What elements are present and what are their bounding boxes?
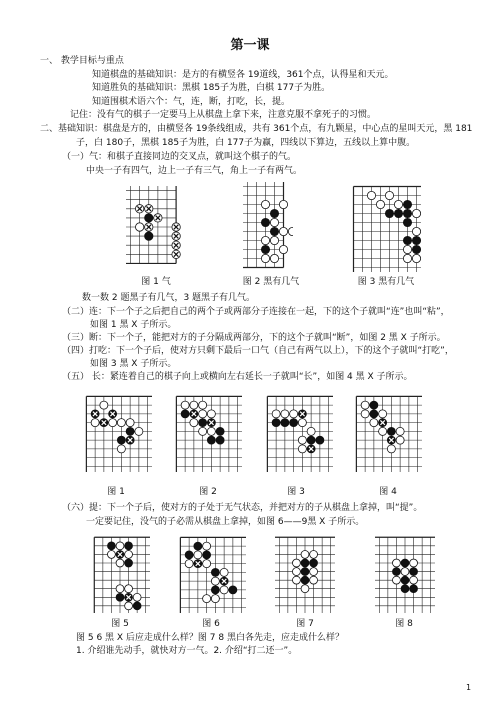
black-stone	[410, 568, 418, 576]
white-stone	[261, 236, 269, 244]
black-stone	[370, 401, 378, 409]
white-stone	[403, 254, 411, 262]
white-stone	[361, 401, 369, 409]
black-stone	[412, 245, 420, 253]
white-stone	[288, 227, 293, 235]
white-stone	[211, 577, 219, 585]
white-stone	[199, 401, 207, 409]
duan-definition: （三）断：下一个子，能把对方的子分隔成两部分，下的这个子就叫“断”，如图 2 黑 X 子所示。	[62, 333, 446, 343]
black-stone	[211, 568, 219, 576]
qi-definition: （一）气：和棋子直接同边的交叉点，就叫这个棋子的气。	[62, 152, 297, 162]
white-stone	[387, 445, 395, 453]
black-stone	[316, 436, 324, 444]
teaching-intro: 1. 介绍谁先动手，就快对方一气。2. 介绍“打二还一”。	[76, 646, 298, 656]
black-stone	[216, 427, 224, 435]
white-stone	[392, 559, 400, 567]
white-stone	[298, 436, 306, 444]
white-stone	[133, 593, 141, 601]
ti-definition-cont: 一定要记住，没气的子必需从棋盘上拿掉，如图 6——9黑 X 子所示。	[86, 517, 365, 527]
white-stone	[367, 191, 375, 199]
black-stone	[301, 559, 309, 567]
figure-caption: 图 3 黑有几气	[357, 277, 415, 287]
chang-definition: （五） 长：紧连着自己的棋子向上或横向左右延长一子就叫“长”，如图 4 黑 X 子所示。	[62, 372, 413, 382]
black-stone	[385, 209, 393, 217]
white-stone	[100, 401, 108, 409]
white-stone	[116, 542, 124, 550]
objective-line: 知道围棋术语六个：气，连，断，打吃，长，提。	[92, 97, 291, 107]
black-stone	[401, 559, 409, 567]
black-stone	[387, 427, 395, 435]
black-stone	[116, 593, 124, 601]
white-stone	[292, 559, 300, 567]
white-stone	[185, 560, 193, 568]
figure-caption: 图 8	[395, 619, 413, 629]
figure-caption: 图 2 黑有几气	[242, 277, 300, 287]
black-stone	[403, 209, 411, 217]
black-stone	[270, 209, 278, 217]
white-stone	[261, 254, 269, 262]
white-stone	[379, 410, 387, 418]
white-stone	[361, 410, 369, 418]
go-board-fig5	[90, 533, 150, 613]
page-number: 1	[466, 683, 472, 692]
figure-caption: 图 2	[199, 487, 217, 497]
white-stone	[290, 410, 298, 418]
black-stone	[211, 586, 219, 594]
black-stone	[261, 218, 269, 226]
dachi-definition-cont: 如图 3 黑 X 子所示。	[90, 359, 177, 369]
white-stone	[107, 550, 115, 558]
white-stone	[310, 568, 318, 576]
white-stone	[270, 236, 278, 244]
figure-caption: 图 5	[111, 619, 129, 629]
white-stone	[194, 551, 202, 559]
black-stone	[403, 236, 411, 244]
white-stone	[109, 419, 117, 427]
white-stone	[203, 595, 211, 603]
count-exercise: 数一数 2 题黑子有几气，3 题黑子有几气。	[82, 293, 256, 303]
qi-description: 中央一子有四气，边上一子有三气，角上一子有两气。	[86, 166, 303, 176]
black-stone	[194, 542, 202, 550]
white-stone	[190, 419, 198, 427]
white-stone	[270, 218, 278, 226]
white-stone	[379, 427, 387, 435]
go-board-fig7	[275, 533, 335, 613]
white-stone	[410, 559, 418, 567]
lian-definition: （二）连：下一个子之后把自己的两个子或两部分子连接在一起，下的这个子就叫“连”也叫“粘”，	[62, 307, 450, 317]
white-stone	[135, 223, 143, 231]
figure-caption: 图 7	[296, 619, 314, 629]
white-stone	[203, 542, 211, 550]
black-stone	[394, 209, 402, 217]
black-stone	[410, 585, 418, 593]
section2-heading-cont: 子，白 180子，黑棋 185子为胜，白 177子为赢，四线以下算边，五线以上算中腹。	[76, 138, 416, 148]
white-stone	[190, 401, 198, 409]
section1-heading: 一、 教学目标与重点	[40, 56, 124, 66]
white-stone	[310, 550, 318, 558]
black-stone	[185, 551, 193, 559]
white-stone	[298, 445, 306, 453]
figure-caption: 图 1 气	[141, 277, 171, 287]
black-stone	[281, 419, 289, 427]
figure-caption: 图 4	[379, 487, 397, 497]
black-stone	[370, 410, 378, 418]
white-stone	[116, 559, 124, 567]
white-stone	[126, 419, 134, 427]
black-stone	[229, 586, 237, 594]
white-stone	[370, 419, 378, 427]
black-stone	[310, 559, 318, 567]
objective-line: 知道胜负的基础知识：黑棋 185子为胜，白棋 177子为胜。	[92, 83, 331, 93]
black-stone	[216, 436, 224, 444]
white-stone	[396, 427, 404, 435]
white-stone	[301, 585, 309, 593]
black-stone	[290, 419, 298, 427]
white-stone	[279, 227, 287, 235]
black-stone	[403, 218, 411, 226]
black-stone	[272, 419, 280, 427]
white-stone	[117, 445, 125, 453]
white-stone	[310, 576, 318, 584]
white-stone	[279, 200, 287, 208]
black-stone	[145, 214, 153, 222]
go-board-fig3	[349, 182, 421, 272]
white-stone	[203, 560, 211, 568]
section2-heading: 二、基础知识：棋盘是方的，由横竖各 19条线组成，共有 361个点，有九颗星，中心点的星叫天元，黑 181	[40, 124, 473, 134]
white-stone	[396, 436, 404, 444]
white-stone	[220, 568, 228, 576]
black-stone	[145, 232, 153, 240]
white-stone	[292, 568, 300, 576]
white-stone	[125, 602, 133, 610]
page-title: 第一课	[230, 38, 270, 53]
white-stone	[281, 410, 289, 418]
lian-definition-cont: 如图 1 黑 X 子所示。	[90, 320, 177, 330]
white-stone	[301, 550, 309, 558]
black-stone	[133, 602, 141, 610]
figure-caption: 图 6	[202, 619, 220, 629]
black-stone	[270, 227, 278, 235]
white-stone	[376, 200, 384, 208]
black-stone	[412, 236, 420, 244]
white-stone	[117, 419, 125, 427]
black-stone	[107, 542, 115, 550]
go-board-row2-fig2	[172, 392, 242, 472]
figure-caption: 图 1	[107, 487, 125, 497]
white-stone	[412, 227, 420, 235]
white-stone	[116, 585, 124, 593]
black-stone	[199, 419, 207, 427]
white-stone	[261, 200, 269, 208]
go-board-fig2	[243, 182, 293, 272]
white-stone	[279, 245, 287, 253]
black-stone	[203, 551, 211, 559]
white-stone	[410, 576, 418, 584]
black-stone	[403, 200, 411, 208]
go-board-fig1	[126, 186, 188, 268]
white-stone	[91, 419, 99, 427]
reminder-note: 记住：没有气的棋子一定要马上从棋盘上拿下来，注意克服不拿死子的习惯。	[70, 110, 377, 120]
white-stone	[394, 200, 402, 208]
ti-definition: （六）提：下一个子后，使对方的子处于无气状态，并把对方的子从棋盘上拿掉，叫“提”。	[62, 503, 423, 513]
white-stone	[199, 410, 207, 418]
black-stone	[261, 245, 269, 253]
white-stone	[298, 419, 306, 427]
go-board-fig6	[176, 533, 246, 613]
black-stone	[392, 568, 400, 576]
white-stone	[207, 427, 215, 435]
black-stone	[207, 436, 215, 444]
black-stone	[301, 576, 309, 584]
white-stone	[401, 568, 409, 576]
white-stone	[220, 586, 228, 594]
black-stone	[301, 568, 309, 576]
white-stone	[181, 401, 189, 409]
white-stone	[385, 191, 393, 199]
white-stone	[270, 254, 278, 262]
white-stone	[125, 585, 133, 593]
white-stone	[292, 576, 300, 584]
white-stone	[135, 427, 143, 435]
white-stone	[412, 209, 420, 217]
white-stone	[199, 427, 207, 435]
white-stone	[272, 410, 280, 418]
dachi-definition: （四）打吃：下一个子后，使对方只剩下最后一口气（自己有两气以上），下的这个子就叫“打吃”，	[62, 346, 454, 356]
figure-caption: 图 3	[287, 487, 305, 497]
black-stone	[125, 559, 133, 567]
black-stone	[401, 576, 409, 584]
exercise-question: 图 5 6 黑 X 后应走成什么样？图 7 8 黑白各先走，应走成什么样？	[76, 633, 344, 643]
white-stone	[392, 576, 400, 584]
go-board-row2-fig3	[263, 392, 333, 472]
white-stone	[307, 427, 315, 435]
white-stone	[207, 410, 215, 418]
white-stone	[412, 254, 420, 262]
white-stone	[125, 550, 133, 558]
black-stone	[126, 427, 134, 435]
white-stone	[403, 245, 411, 253]
go-board-row2-fig1	[82, 392, 152, 472]
black-stone	[181, 410, 189, 418]
objective-line: 知道棋盘的基础知识：是方的有横竖各 19道线，361个点，认得星和天元。	[92, 70, 394, 80]
black-stone	[307, 436, 315, 444]
black-stone	[125, 542, 133, 550]
white-stone	[211, 595, 219, 603]
black-stone	[117, 436, 125, 444]
go-board-fig8	[375, 533, 435, 613]
black-stone	[401, 585, 409, 593]
go-board-row2-fig4	[352, 392, 422, 472]
